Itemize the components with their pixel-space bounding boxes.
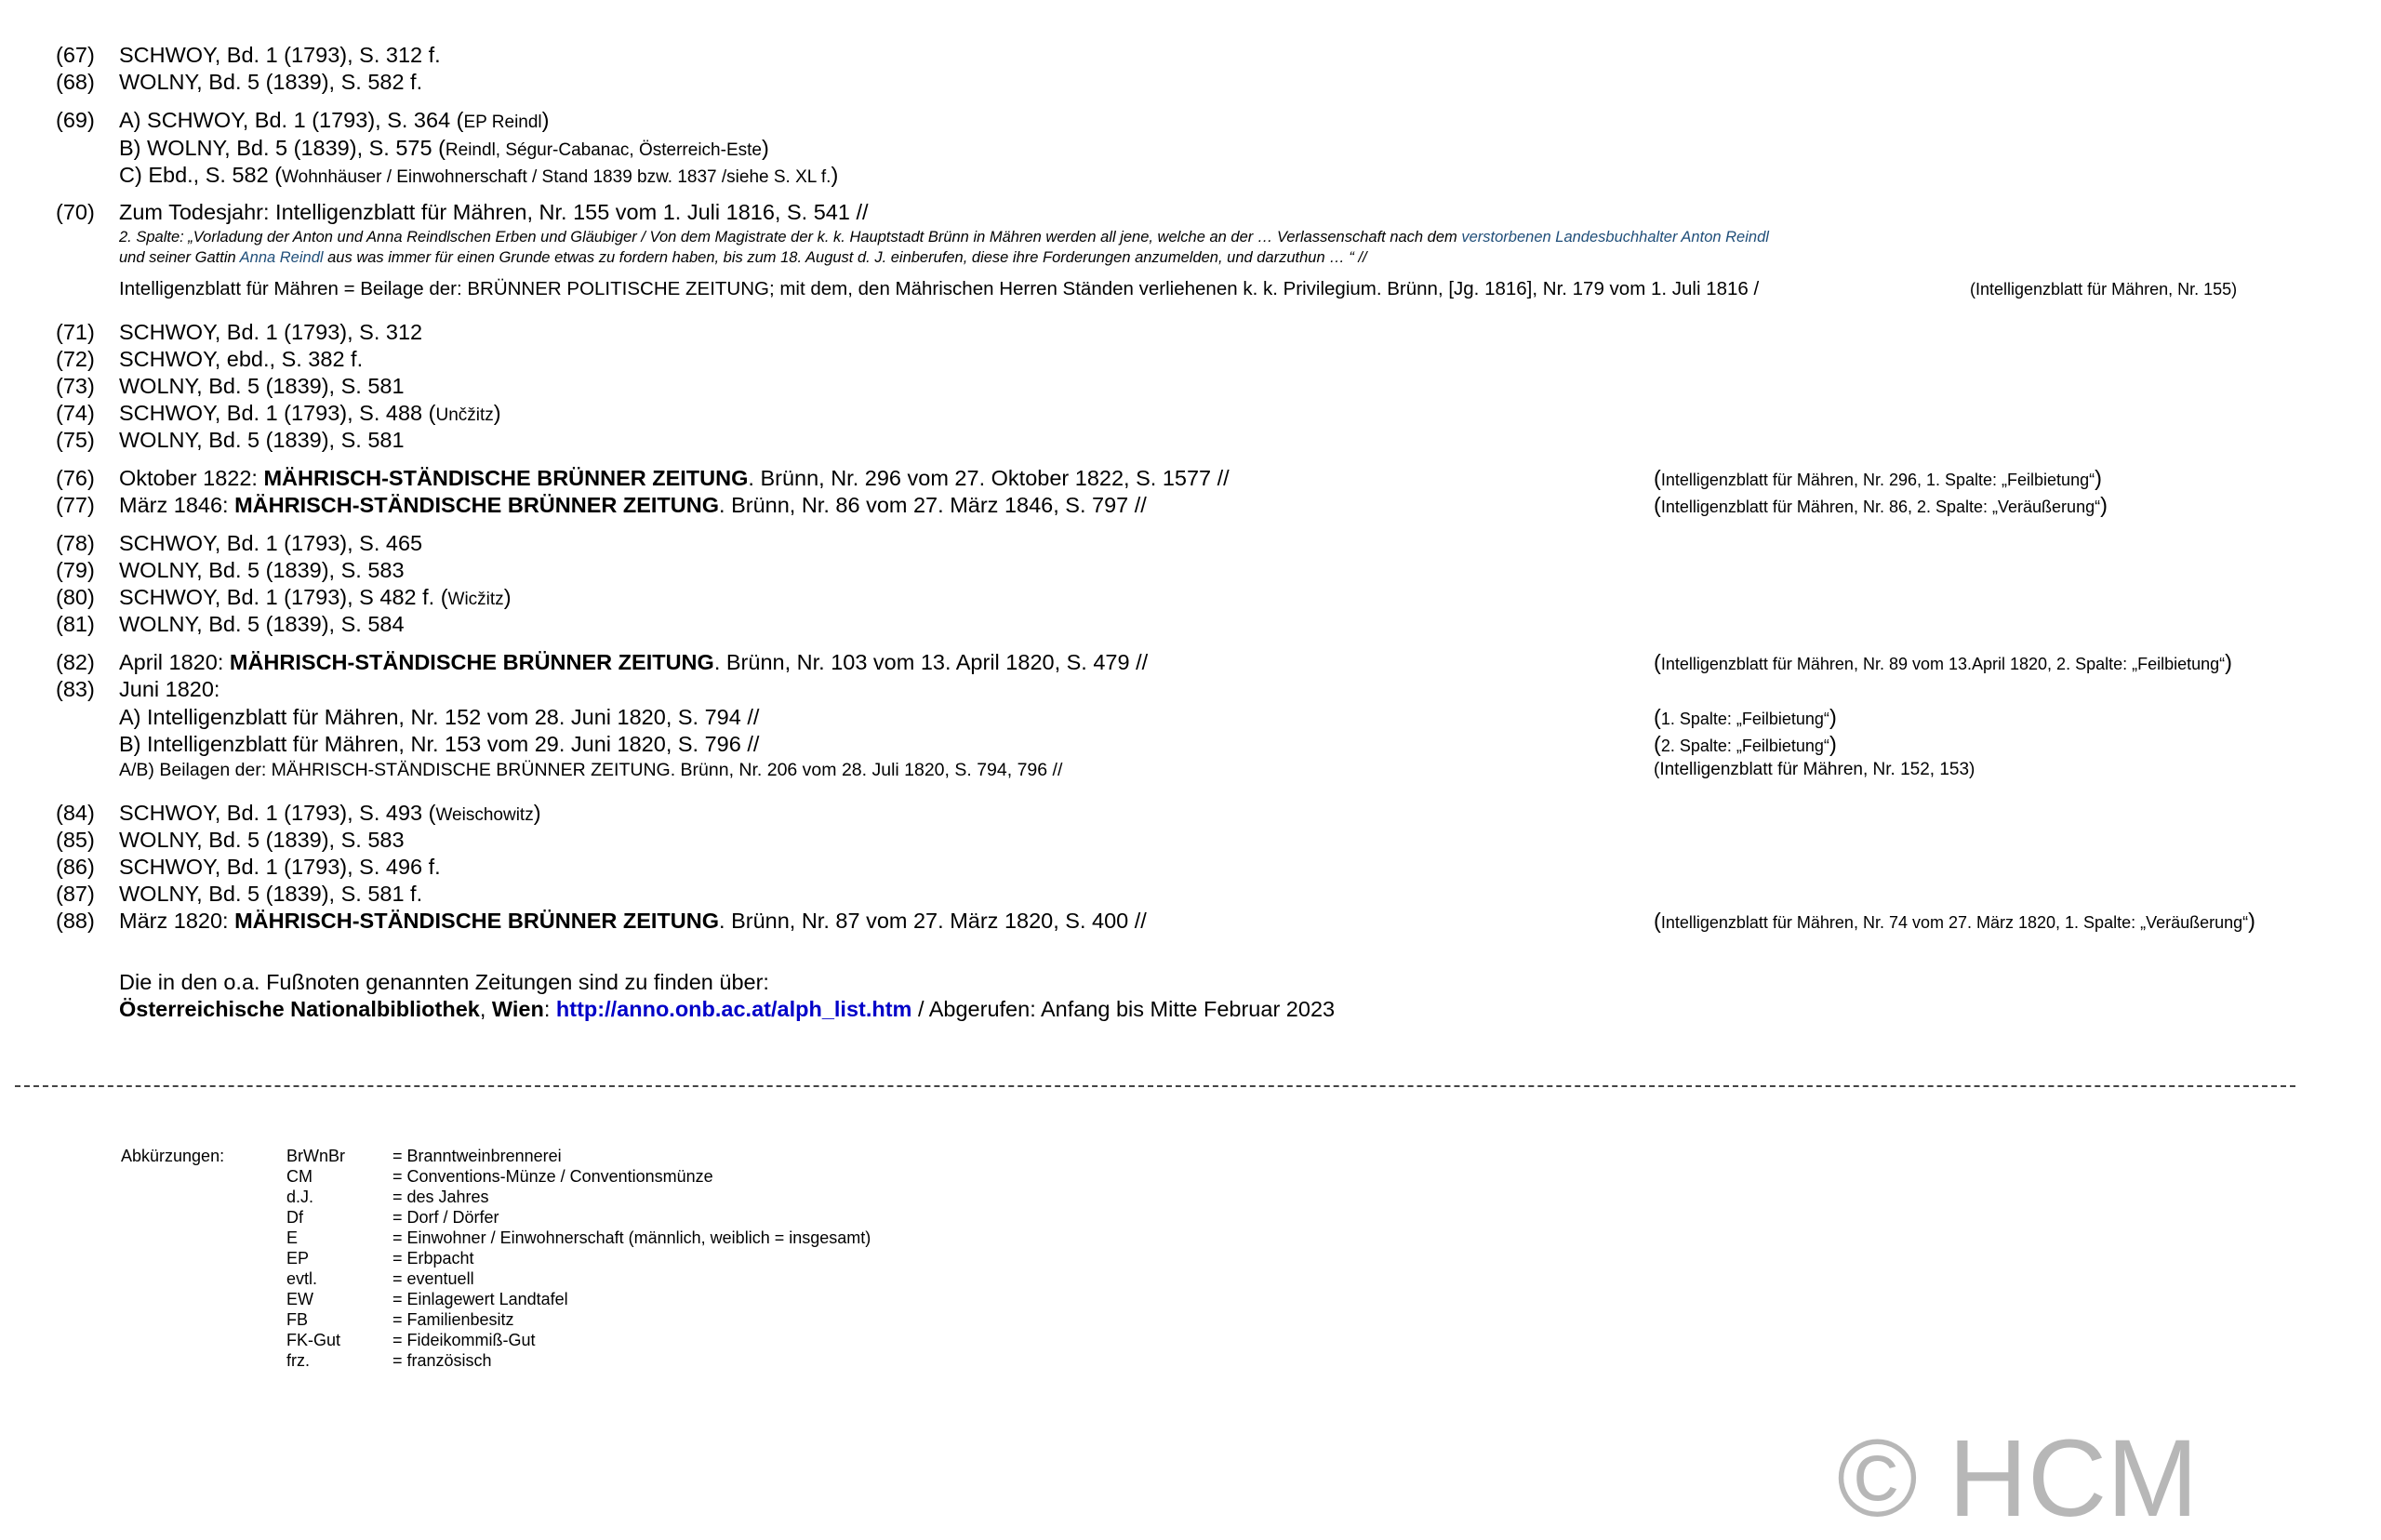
source-link[interactable]: http://anno.onb.ac.at/alph_list.htm	[555, 997, 912, 1021]
abbreviation-key: BrWnBr	[286, 1147, 345, 1165]
abbreviation-value: = Branntweinbrennerei	[392, 1147, 562, 1165]
abbreviation-key: Df	[286, 1208, 303, 1227]
highlight-name: verstorbenen Landesbuchhalter Anton Reindl	[1461, 229, 1769, 246]
right-note-83-ab: (Intelligenzblatt für Mähren, Nr. 152, 153)	[1654, 760, 1975, 779]
right-note-83-a: (1. Spalte: „Feilbietung“)	[1654, 705, 1837, 729]
abbreviation-value: = französisch	[392, 1351, 492, 1370]
right-note-76: (Intelligenzblatt für Mähren, Nr. 296, 1. Spalte: „Feilbietung“)	[1654, 466, 2102, 490]
right-note-83-b: (2. Spalte: „Feilbietung“)	[1654, 732, 1837, 756]
footnote-number: (69)	[56, 108, 95, 132]
abbreviation-key: evtl.	[286, 1269, 318, 1288]
footnote-number: (68)	[56, 70, 95, 94]
abbreviation-value: = des Jahres	[392, 1188, 489, 1206]
abbreviation-value: = Dorf / Dörfer	[392, 1208, 499, 1227]
footnote-number: (67)	[56, 43, 95, 67]
separator-line	[15, 1085, 2295, 1087]
abbreviation-value: = Erbpacht	[392, 1249, 474, 1268]
abbreviations-label: Abkürzungen:	[121, 1147, 225, 1165]
abbreviation-value: = Conventions-Münze / Conventionsmünze	[392, 1167, 713, 1186]
abbreviation-value: = Familienbesitz	[392, 1310, 514, 1329]
abbreviation-key: FK-Gut	[286, 1331, 341, 1349]
abbreviation-key: frz.	[286, 1351, 310, 1370]
right-note-77: (Intelligenzblatt für Mähren, Nr. 86, 2. Spalte: „Veräußerung“)	[1654, 493, 2108, 517]
footnote-number: (70)	[56, 200, 95, 224]
abbreviation-key: d.J.	[286, 1188, 314, 1206]
abbreviation-value: = Einlagewert Landtafel	[392, 1290, 568, 1308]
right-note: (Intelligenzblatt für Mähren, Nr. 155)	[1970, 280, 2238, 299]
right-note-82: (Intelligenzblatt für Mähren, Nr. 89 vom 13.April 1820, 2. Spalte: „Feilbietung“)	[1654, 650, 2232, 674]
right-note-88: (Intelligenzblatt für Mähren, Nr. 74 vom 27. März 1820, 1. Spalte: „Veräußerung“)	[1654, 909, 2255, 933]
footnote-text: A) SCHWOY, Bd. 1 (1793), S. 364	[119, 108, 457, 132]
abbreviation-key: CM	[286, 1167, 313, 1186]
abbreviation-value: = Einwohner / Einwohnerschaft (männlich, weiblich = insgesamt)	[392, 1228, 871, 1247]
footnote-text: WOLNY, Bd. 5 (1839), S. 582 f.	[119, 70, 423, 94]
footnote-text: SCHWOY, Bd. 1 (1793), S. 312 f.	[119, 43, 441, 67]
abbreviation-key: E	[286, 1228, 299, 1247]
watermark: © HCM	[1837, 1417, 2199, 1540]
footnote-text: Zum Todesjahr: Intelligenzblatt für Mähren, Nr. 155 vom 1. Juli 1816, S. 541 //	[119, 200, 869, 224]
abbreviation-value: = Fideikommiß-Gut	[392, 1331, 536, 1349]
abbreviation-value: = eventuell	[392, 1269, 474, 1288]
abbreviation-key: FB	[286, 1310, 309, 1329]
footnote-text: B) WOLNY, Bd. 5 (1839), S. 575	[119, 136, 439, 160]
footnote-text: C) Ebd., S. 582	[119, 163, 275, 187]
abbreviation-key: EP	[286, 1249, 310, 1268]
abbreviation-key: EW	[286, 1290, 313, 1308]
highlight-name: Anna Reindl	[239, 249, 324, 266]
